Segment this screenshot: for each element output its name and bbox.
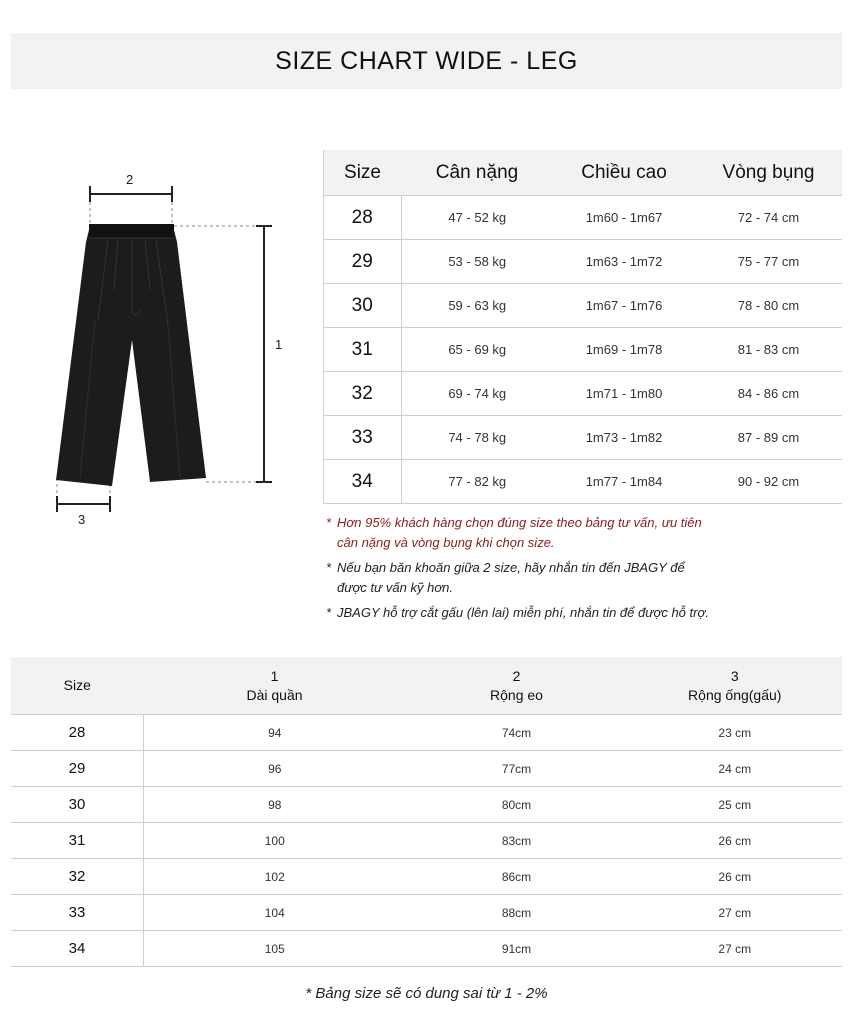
size-cell: 34 — [324, 460, 402, 504]
note-text — [337, 558, 685, 598]
table-row — [11, 823, 842, 859]
table-cell: 100 — [144, 823, 406, 859]
table-cell: 81 - 83 cm — [695, 328, 842, 372]
table-cell: 88cm — [406, 895, 628, 931]
table-cell: 74cm — [406, 715, 628, 751]
column-header: Vòng bụng — [695, 150, 842, 196]
table-row — [324, 460, 843, 504]
table-cell: 77 - 82 kg — [401, 460, 553, 504]
table-cell: 104 — [144, 895, 406, 931]
tolerance-footnote: * Bảng size sẽ có dung sai từ 1 - 2% — [305, 985, 548, 1002]
table-cell: 83cm — [406, 823, 628, 859]
title-bar — [11, 33, 842, 89]
table-cell: 23 cm — [628, 715, 843, 751]
table-cell: 26 cm — [628, 823, 843, 859]
table-cell: 65 - 69 kg — [401, 328, 553, 372]
column-label: Rộng eo — [490, 686, 543, 703]
wide-leg-pants-icon — [40, 160, 300, 540]
table-cell: 80cm — [406, 787, 628, 823]
table-cell: 1m69 - 1m78 — [553, 328, 695, 372]
waist-dimension-label: 2 — [126, 172, 134, 187]
size-cell: 29 — [11, 751, 144, 787]
column-label: Rộng ống(gấu) — [688, 686, 782, 703]
table-cell: 78 - 80 cm — [695, 284, 842, 328]
table-header-row — [11, 657, 842, 715]
table-cell: 53 - 58 kg — [401, 240, 553, 284]
table-cell: 27 cm — [628, 931, 843, 967]
table-row — [324, 416, 843, 460]
size-cell: 32 — [11, 859, 144, 895]
page-title: SIZE CHART WIDE - LEG — [275, 46, 578, 75]
table-row — [324, 284, 843, 328]
table-row — [11, 787, 842, 823]
column-label: Dài quần — [246, 686, 303, 703]
size-cell: 33 — [11, 895, 144, 931]
table-cell: 91cm — [406, 931, 628, 967]
table-cell: 74 - 78 kg — [401, 416, 553, 460]
size-cell: 29 — [324, 240, 402, 284]
table-cell: 1m77 - 1m84 — [553, 460, 695, 504]
note-item — [320, 558, 740, 598]
size-cell: 31 — [324, 328, 402, 372]
table-cell: 69 - 74 kg — [401, 372, 553, 416]
column-header: Cân nặng — [401, 150, 553, 196]
table-row — [324, 328, 843, 372]
size-cell: 28 — [324, 196, 402, 240]
table-cell: 47 - 52 kg — [401, 196, 553, 240]
column-number: 3 — [730, 667, 739, 684]
notes — [320, 513, 740, 628]
table-cell: 1m67 - 1m76 — [553, 284, 695, 328]
table-cell: 59 - 63 kg — [401, 284, 553, 328]
table-row — [11, 931, 842, 967]
column-header: Chiều cao — [553, 150, 695, 196]
table-cell: 75 - 77 cm — [695, 240, 842, 284]
note-bullet: * — [325, 605, 332, 620]
note-line: Nếu bạn băn khoăn giữa 2 size, hãy nhắn tin đến JBAGY để — [337, 560, 685, 575]
hem-dimension-label: 3 — [78, 512, 86, 527]
table-cell: 86cm — [406, 859, 628, 895]
table-row — [324, 196, 843, 240]
note-text: JBAGY hỗ trợ cắt gấu (lên lai) miễn phí, nhắn tin để được hỗ trợ. — [337, 605, 709, 620]
table-cell: 1m71 - 1m80 — [553, 372, 695, 416]
column-number: 1 — [270, 667, 279, 684]
note-bullet: * — [325, 515, 332, 530]
table-row — [11, 895, 842, 931]
garment-measurement-table — [11, 657, 842, 967]
column-header — [628, 657, 843, 715]
size-cell: 31 — [11, 823, 144, 859]
table-row — [324, 240, 843, 284]
column-header — [144, 657, 406, 715]
table-cell: 90 - 92 cm — [695, 460, 842, 504]
body-size-table — [323, 150, 842, 504]
note-line: được tư vấn kỹ hơn. — [337, 580, 454, 595]
note-bullet: * — [325, 560, 332, 575]
table-cell: 24 cm — [628, 751, 843, 787]
table-header-row — [324, 150, 843, 196]
table-row — [11, 751, 842, 787]
table-row — [324, 372, 843, 416]
note-line: cân nặng và vòng bụng khi chọn size. — [337, 535, 555, 550]
table-row — [11, 859, 842, 895]
table-cell: 96 — [144, 751, 406, 787]
note-item — [320, 513, 740, 553]
table-cell: 72 - 74 cm — [695, 196, 842, 240]
table-cell: 1m63 - 1m72 — [553, 240, 695, 284]
note-item — [320, 603, 740, 623]
table-cell: 105 — [144, 931, 406, 967]
pants-figure — [40, 160, 300, 540]
size-cell: 30 — [324, 284, 402, 328]
table-cell: 102 — [144, 859, 406, 895]
table-cell: 1m73 - 1m82 — [553, 416, 695, 460]
size-cell: 34 — [11, 931, 144, 967]
table-cell: 94 — [144, 715, 406, 751]
table-cell: 84 - 86 cm — [695, 372, 842, 416]
size-cell: 30 — [11, 787, 144, 823]
table-cell: 26 cm — [628, 859, 843, 895]
length-dimension-label: 1 — [275, 337, 283, 352]
table-cell: 1m60 - 1m67 — [553, 196, 695, 240]
table-cell: 77cm — [406, 751, 628, 787]
size-cell: 28 — [11, 715, 144, 751]
column-header: Size — [11, 657, 144, 715]
note-line: Hơn 95% khách hàng chọn đúng size theo bảng tư vấn, ưu tiên — [337, 515, 702, 530]
size-cell: 32 — [324, 372, 402, 416]
table-cell: 87 - 89 cm — [695, 416, 842, 460]
note-text — [337, 513, 702, 553]
table-cell: 98 — [144, 787, 406, 823]
size-cell: 33 — [324, 416, 402, 460]
table-row — [11, 715, 842, 751]
column-header: Size — [324, 150, 402, 196]
table-cell: 27 cm — [628, 895, 843, 931]
column-header — [406, 657, 628, 715]
column-number: 2 — [512, 667, 521, 684]
table-cell: 25 cm — [628, 787, 843, 823]
